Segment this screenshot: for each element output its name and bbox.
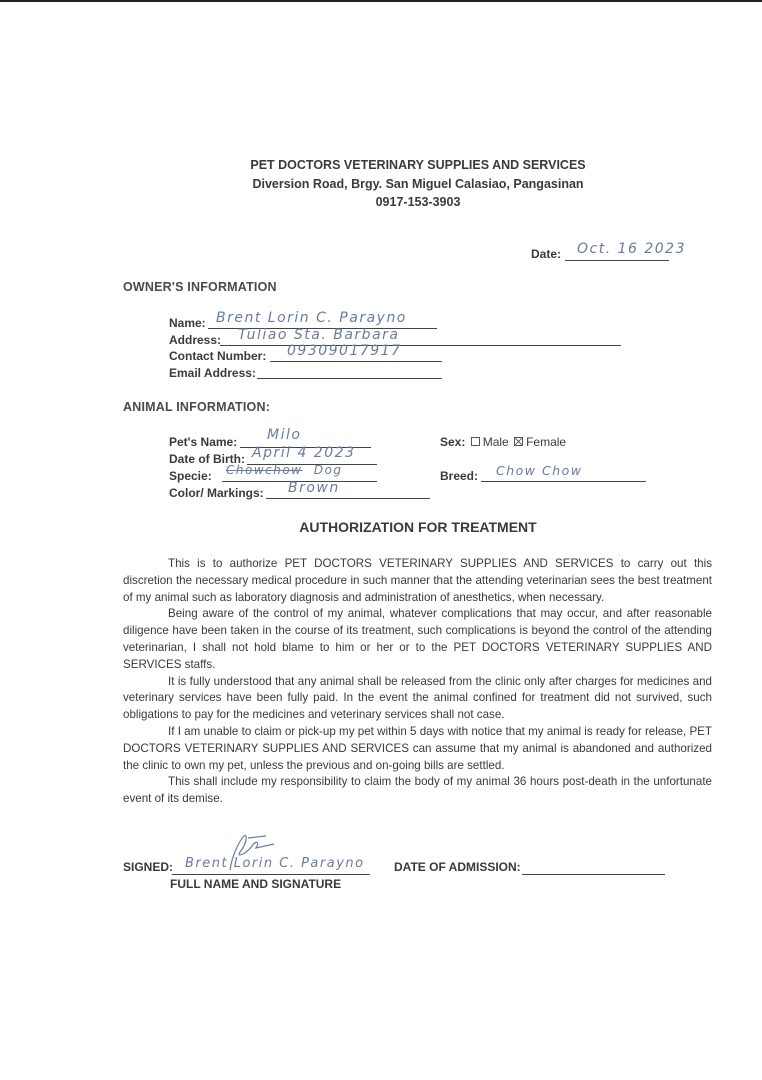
company-address: Diversion Road, Brgy. San Miguel Calasiao, Pangasinan xyxy=(252,177,584,191)
male-checkbox[interactable] xyxy=(471,437,480,446)
female-label: Female xyxy=(526,435,567,449)
authorization-paragraph: This shall include my responsibility to claim the body of my animal 36 hours post-death in the unfortunate event of its demise. xyxy=(123,775,712,806)
sex-field xyxy=(440,435,566,449)
owner-email-label: Email Address: xyxy=(169,366,256,380)
owner-email-line xyxy=(257,362,442,379)
dob-label: Date of Birth: xyxy=(169,452,245,466)
pet-name-value: Milo xyxy=(267,427,302,443)
breed-value: Chow Chow xyxy=(496,463,583,478)
specie-label: Specie: xyxy=(169,469,212,483)
authorization-paragraph: This is to authorize PET DOCTORS VETERINARY SUPPLIES AND SERVICES to carry out this discretion the necessary medical procedure in such manner that the attending veterinarian sees the best treatment of my animal such as laboratory diagnosis and administration of anesthetics, when necessary. xyxy=(123,557,712,604)
breed-label: Breed: xyxy=(440,469,479,483)
male-label: Male xyxy=(482,435,509,449)
date-value: Oct. 16 2023 xyxy=(577,241,686,257)
color-value: Brown xyxy=(288,480,340,496)
specie-value: Dog xyxy=(313,463,343,477)
sex-label: Sex: xyxy=(440,435,466,449)
pet-name-label: Pet's Name: xyxy=(169,435,238,449)
owner-contact-label: Contact Number: xyxy=(169,349,267,363)
company-name: PET DOCTORS VETERINARY SUPPLIES AND SERVICES xyxy=(250,158,586,172)
date-label: Date: xyxy=(531,247,562,261)
owner-address-label: Address: xyxy=(169,333,222,347)
admission-line xyxy=(522,858,665,875)
signed-value: Brent Lorin C. Parayno xyxy=(185,856,365,871)
owner-section-title: OWNER'S INFORMATION xyxy=(123,280,277,294)
specie-struck-value: Chowchow xyxy=(226,463,303,477)
dob-value: April 4 2023 xyxy=(252,445,356,461)
animal-section-title: ANIMAL INFORMATION: xyxy=(123,400,271,414)
authorization-body xyxy=(123,556,712,808)
authorization-paragraph: It is fully understood that any animal shall be released from the clinic only after charges for medicines and veterinary services have been fully paid. In the event the animal confined for treatment did not survived, such obligations to pay for the medicines and veterinary services shall not case. xyxy=(123,674,712,722)
company-phone: 0917-153-3903 xyxy=(375,195,461,209)
scan-top-edge xyxy=(0,0,762,2)
owner-name-label: Name: xyxy=(169,316,206,330)
owner-address-value: Tuliao Sta. Barbara xyxy=(238,327,400,343)
authorization-paragraph: If I am unable to claim or pick-up my pet within 5 days with notice that my animal is ready for release, PET DOCTORS VETERINARY SUPPLIES AND SERVICES can assume that my animal is abandoned and authorized the clinic to own my pet, unless the previous and on-going bills are settled. xyxy=(123,724,712,772)
signature-caption: FULL NAME AND SIGNATURE xyxy=(170,877,342,891)
admission-label: DATE OF ADMISSION: xyxy=(394,860,521,874)
female-checkbox[interactable] xyxy=(514,437,523,446)
specie-value-group xyxy=(226,463,343,477)
color-label: Color/ Markings: xyxy=(169,486,264,500)
authorization-title: AUTHORIZATION FOR TREATMENT xyxy=(299,519,537,535)
signed-label: SIGNED: xyxy=(123,860,174,874)
owner-name-value: Brent Lorin C. Parayno xyxy=(216,310,407,326)
owner-contact-value: 09309017917 xyxy=(287,343,402,359)
authorization-paragraph: Being aware of the control of my animal, whatever complications that may occur, and after reasonable diligence have been taken in the course of its treatment, such complications is beyond the control of the attending veterinarian, I shall not hold blame to him or her or to the PET DOCTORS VETERINARY SUPPLIES AND SERVICES staffs. xyxy=(123,607,712,671)
